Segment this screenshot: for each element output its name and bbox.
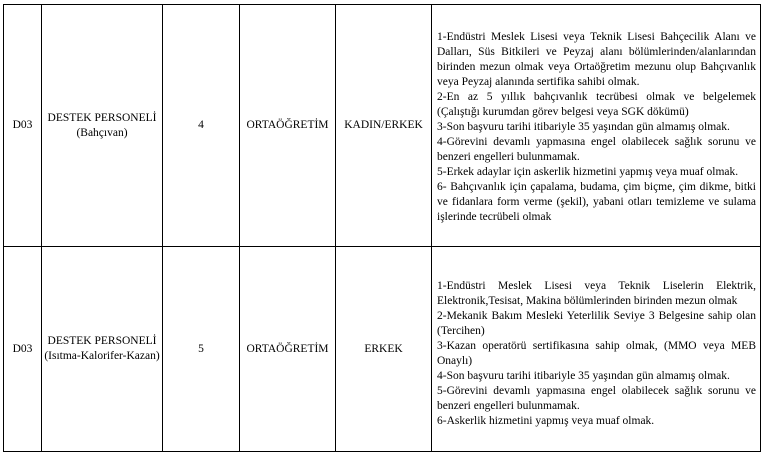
requirement-item: 5-Erkek adaylar için askerlik hizmetini yapmış veya muaf olmak. [437,166,739,178]
requirement-item: 6- Bahçıvanlık için çapalama, budama, çim biçme, çim dikme, bitki ve fidanlara form verme (şekil), yabani otları temizleme ve sulama işlerinde tecrübeli olmak [437,181,756,223]
requirement-item: 5-Görevini devamlı yapmasına engel olabilecek sağlık sorunu ve benzeri engelleri bulunmamak. [437,384,756,412]
position-quantity: 5 [163,247,240,452]
gender-requirement: KADIN/ERKEK [336,5,432,247]
gender-requirement: ERKEK [336,247,432,452]
position-code: D03 [4,247,42,452]
education-level: ORTAÖĞRETİM [240,5,336,247]
table-row [4,5,761,247]
position-code: D03 [4,5,42,247]
education-level: ORTAÖĞRETİM [240,247,336,452]
position-subtitle: (Bahçıvan) [76,126,128,139]
requirement-item: 6-Askerlik hizmetini yapmış veya muaf olmak. [437,414,655,427]
position-subtitle: (Isıtma-Kalorifer-Kazan) [44,350,160,362]
requirement-item: 4-Son başvuru tarihi itibariyle 35 yaşından gün almamış olmak. [437,369,730,382]
requirement-item: 1-Endüstri Meslek Lisesi veya Teknik Liselerin Elektrik, Elektronik,Tesisat, Makina bölümlerinden birinden mezun olmak [437,279,756,307]
requirement-item: 1-Endüstri Meslek Lisesi veya Teknik Lisesi Bahçecilik Alanı ve Dalları, Süs Bitkileri ve Peyzaj alanı bölümlerinden/alanlarından birinden mezun olmak veya Ortaöğretim mezunu olup Bahçıvanlık veya Peyzaj alanında sertifika sahibi olmak. [437,31,756,88]
position-title: DESTEK PERSONELİ [47,335,157,347]
position-title-cell [42,247,163,452]
requirement-item: 3-Kazan operatörü sertifikasına sahip olmak, (MMO veya MEB Onaylı) [437,339,756,367]
position-title-cell [42,5,163,247]
requirement-item: 3-Son başvuru tarihi itibariyle 35 yaşından gün almamış olmak. [437,121,730,133]
requirements-cell [432,247,761,452]
requirements-cell [432,5,761,247]
position-title: DESTEK PERSONELİ [47,111,157,124]
position-quantity: 4 [163,5,240,247]
requirement-item: 2-Mekanik Bakım Mesleki Yeterlilik Seviye 3 Belgesine sahip olan (Tercihen) [437,309,756,337]
requirement-item: 2-En az 5 yıllık bahçıvanlık tecrübesi olmak ve belgelemek (Çalıştığı kurumdan görev belgesi veya SGK dökümü) [437,91,756,118]
requirement-item: 4-Görevini devamlı yapmasına engel olabilecek sağlık sorunu ve benzeri engelleri bulunmamak. [437,136,756,163]
table-row [4,247,761,452]
requirements-table [3,4,761,452]
